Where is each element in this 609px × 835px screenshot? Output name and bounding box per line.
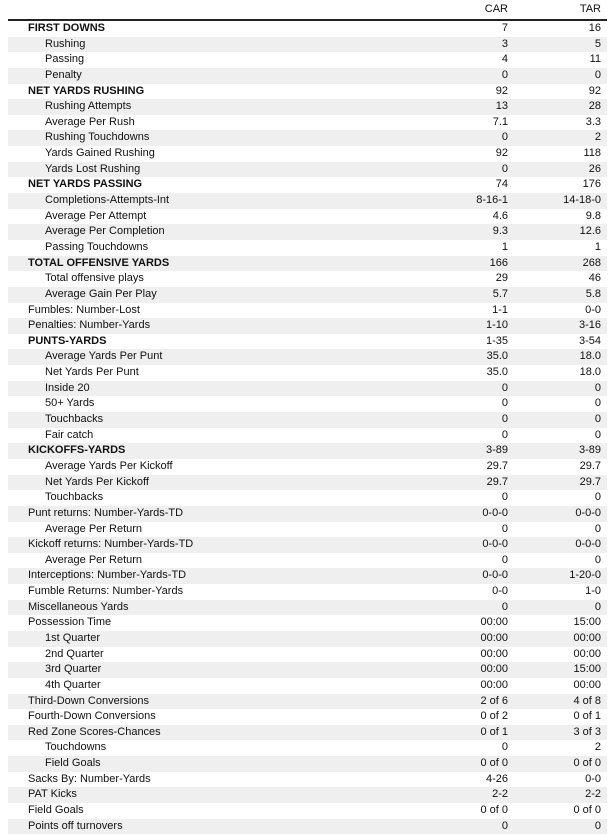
stat-label: Completions-Attempts-Int: [45, 194, 170, 207]
stat-value-car: 0: [501, 68, 508, 81]
stat-value-tar: 0 of 0: [573, 757, 601, 770]
stat-label: Average Per Rush: [45, 115, 135, 128]
table-header: [8, 0, 607, 21]
stat-value-car: 0: [501, 741, 508, 754]
stat-value-car: 3: [501, 37, 508, 50]
stat-value-tar: 118: [583, 147, 601, 160]
stat-value-car: 8-16-1: [476, 194, 508, 207]
column-header-car: CAR: [484, 3, 508, 15]
stat-value-tar: 11: [589, 53, 601, 66]
table-row: [8, 381, 607, 397]
table-row: [8, 193, 607, 209]
stat-value-tar: 3-16: [578, 319, 601, 332]
stat-value-tar: 4 of 8: [573, 694, 601, 707]
stat-value-tar: 268: [582, 256, 601, 269]
stat-value-car: 0-0: [492, 585, 508, 598]
stat-value-tar: 0: [594, 68, 601, 81]
table-row: [8, 396, 607, 412]
table-row: [8, 678, 607, 694]
stat-value-tar: 15:00: [573, 663, 601, 676]
stat-label: PUNTS-YARDS: [28, 334, 107, 347]
table-row: [8, 84, 607, 100]
stat-value-tar: 12.6: [579, 225, 601, 238]
table-row: [8, 553, 607, 569]
table-row: [8, 224, 607, 240]
stat-value-car: 0: [501, 600, 508, 613]
stat-value-tar: 26: [588, 162, 601, 175]
stat-value-tar: 5: [594, 37, 601, 50]
stat-value-tar: 0: [594, 491, 601, 504]
stat-value-tar: 00:00: [573, 647, 601, 660]
stat-value-car: 0: [501, 491, 508, 504]
stat-value-tar: 1: [594, 240, 601, 253]
column-header-tar: TAR: [579, 3, 601, 15]
stat-value-tar: 1-0: [585, 585, 601, 598]
table-row: [8, 725, 607, 741]
stat-label: PAT Kicks: [28, 788, 77, 801]
stat-label: 4th Quarter: [45, 678, 101, 691]
stat-value-car: 166: [489, 256, 508, 269]
stat-label: 50+ Yards: [45, 397, 95, 410]
stat-value-car: 1-1: [492, 303, 508, 316]
stat-label: Average Yards Per Punt: [45, 350, 163, 363]
stat-value-tar: 15:00: [573, 616, 601, 629]
stat-label: Rushing: [45, 37, 86, 50]
table-row: [8, 240, 607, 256]
stat-value-tar: 0 of 0: [573, 804, 601, 817]
stat-value-car: 35.0: [486, 366, 508, 379]
stat-label: Rushing Touchdowns: [45, 131, 150, 144]
stat-label: Penalty: [45, 68, 82, 81]
stat-label: Total offensive plays: [45, 272, 144, 285]
stat-value-tar: 0: [594, 600, 601, 613]
table-row: [8, 318, 607, 334]
stat-label: Touchbacks: [45, 413, 104, 426]
stat-value-car: 9.3: [492, 225, 508, 238]
table-row: [8, 162, 607, 178]
stat-value-car: 1-10: [485, 319, 508, 332]
table-row: [8, 443, 607, 459]
stat-value-car: 00:00: [480, 647, 508, 660]
stat-value-tar: 29.7: [579, 475, 601, 488]
stat-label: Field Goals: [45, 757, 101, 770]
stat-value-car: 0-0-0: [482, 569, 508, 582]
table-row: [8, 756, 607, 772]
stat-label: Net Yards Per Kickoff: [45, 475, 149, 488]
stat-label: Rushing Attempts: [45, 100, 132, 113]
stat-value-tar: 0-0-0: [575, 506, 601, 519]
stat-value-car: 0-0-0: [482, 538, 508, 551]
stat-label: Average Per Return: [45, 522, 143, 535]
table-row: [8, 459, 607, 475]
stat-value-tar: 3.3: [585, 115, 601, 128]
stat-value-tar: 5.8: [585, 287, 601, 300]
table-row: [8, 522, 607, 538]
stat-value-car: 00:00: [480, 616, 508, 629]
stat-label: Red Zone Scores-Chances: [28, 725, 161, 738]
table-row: [8, 21, 607, 37]
stat-label: NET YARDS PASSING: [28, 178, 143, 191]
stat-value-car: 74: [495, 178, 508, 191]
stat-value-car: 1: [501, 240, 508, 253]
stat-value-tar: 18.0: [579, 366, 601, 379]
stat-value-car: 13: [495, 100, 508, 113]
table-row: [8, 506, 607, 522]
stat-value-car: 29.7: [486, 475, 508, 488]
table-row: [8, 287, 607, 303]
stat-label: Possession Time: [28, 616, 112, 629]
stat-value-car: 7.1: [492, 115, 508, 128]
table-row: [8, 772, 607, 788]
stat-value-car: 0: [501, 131, 508, 144]
stat-label: Punt returns: Number-Yards-TD: [28, 506, 184, 519]
stat-value-tar: 2: [594, 131, 601, 144]
stat-label: Interceptions: Number-Yards-TD: [28, 569, 187, 582]
stat-value-tar: 16: [588, 22, 601, 34]
table-row: [8, 537, 607, 553]
stat-value-tar: 14-18-0: [563, 194, 601, 207]
stat-value-car: 2 of 6: [480, 694, 508, 707]
stat-value-car: 5.7: [492, 287, 508, 300]
table-row: [8, 177, 607, 193]
table-row: [8, 740, 607, 756]
stat-value-car: 4-26: [485, 772, 508, 785]
stat-label: Touchbacks: [45, 491, 104, 504]
table-row: [8, 52, 607, 68]
stat-label: Average Yards Per Kickoff: [45, 459, 173, 472]
stat-value-tar: 46: [588, 272, 601, 285]
stat-label: Yards Lost Rushing: [45, 162, 141, 175]
table-row: [8, 819, 607, 835]
stat-value-tar: 0: [594, 522, 601, 535]
stat-value-car: 00:00: [480, 678, 508, 691]
stat-value-car: 0: [501, 428, 508, 441]
stat-label: Fair catch: [45, 428, 94, 441]
stat-value-car: 0: [501, 522, 508, 535]
table-row: [8, 428, 607, 444]
stat-label: TOTAL OFFENSIVE YARDS: [28, 256, 170, 269]
stat-label: Penalties: Number-Yards: [28, 319, 151, 332]
table-row: [8, 662, 607, 678]
stat-value-tar: 92: [588, 84, 601, 97]
table-row: [8, 349, 607, 365]
stat-label: Average Per Completion: [45, 225, 165, 238]
table-row: [8, 709, 607, 725]
stat-label: Touchdowns: [45, 741, 107, 754]
stat-value-tar: 0: [594, 381, 601, 394]
stat-value-tar: 0: [594, 819, 601, 832]
table-row: [8, 631, 607, 647]
table-row: [8, 256, 607, 272]
table-row: [8, 490, 607, 506]
table-row: [8, 99, 607, 115]
stat-value-tar: 29.7: [579, 459, 601, 472]
stat-value-car: 3-89: [485, 444, 508, 457]
table-row: [8, 475, 607, 491]
stat-value-car: 92: [495, 84, 508, 97]
stat-value-car: 7: [501, 22, 508, 34]
stat-label: Sacks By: Number-Yards: [28, 772, 151, 785]
stat-value-car: 35.0: [486, 350, 508, 363]
team-stats-table: [8, 0, 607, 834]
table-row: [8, 37, 607, 53]
table-row: [8, 803, 607, 819]
table-body: [8, 21, 607, 834]
stat-label: FIRST DOWNS: [28, 22, 105, 34]
stat-value-car: 0: [501, 413, 508, 426]
table-row: [8, 146, 607, 162]
stat-value-tar: 0-0-0: [575, 538, 601, 551]
stat-value-tar: 0 of 1: [573, 710, 601, 723]
table-row: [8, 615, 607, 631]
stat-label: Net Yards Per Punt: [45, 366, 139, 379]
stat-label: Average Per Return: [45, 553, 143, 566]
stat-value-car: 0 of 0: [480, 757, 508, 770]
stat-value-car: 0: [501, 397, 508, 410]
stat-value-car: 1-35: [485, 334, 508, 347]
table-row: [8, 600, 607, 616]
stat-label: Miscellaneous Yards: [28, 600, 129, 613]
stat-label: 2nd Quarter: [45, 647, 104, 660]
stat-label: Points off turnovers: [28, 819, 123, 832]
stat-value-car: 0: [501, 381, 508, 394]
table-row: [8, 365, 607, 381]
stat-label: Passing: [45, 53, 85, 66]
stat-value-car: 0: [501, 819, 508, 832]
stat-value-car: 0: [501, 553, 508, 566]
stat-value-car: 92: [495, 147, 508, 160]
stat-value-car: 4: [501, 53, 508, 66]
stat-label: Average Gain Per Play: [45, 287, 157, 300]
stat-label: Fourth-Down Conversions: [28, 710, 156, 723]
stat-value-tar: 3-89: [578, 444, 601, 457]
table-row: [8, 787, 607, 803]
stat-value-tar: 176: [582, 178, 601, 191]
table-row: [8, 584, 607, 600]
table-row: [8, 209, 607, 225]
stat-value-car: 0-0-0: [482, 506, 508, 519]
stat-label: Third-Down Conversions: [28, 694, 150, 707]
stat-value-car: 4.6: [492, 209, 508, 222]
table-row: [8, 68, 607, 84]
stat-value-car: 00:00: [480, 631, 508, 644]
stat-value-car: 29.7: [486, 459, 508, 472]
stat-value-tar: 0-0: [585, 303, 601, 316]
stat-value-car: 00:00: [480, 663, 508, 676]
stat-label: Inside 20: [45, 381, 90, 394]
stat-label: Field Goals: [28, 804, 84, 817]
stat-label: Fumble Returns: Number-Yards: [28, 585, 184, 598]
stat-value-tar: 0: [594, 413, 601, 426]
stat-value-tar: 3-54: [578, 334, 601, 347]
table-row: [8, 412, 607, 428]
stat-value-car: 0 of 0: [480, 804, 508, 817]
stat-label: 1st Quarter: [45, 631, 101, 644]
table-row: [8, 115, 607, 131]
stat-value-tar: 2: [594, 741, 601, 754]
stat-value-tar: 0: [594, 553, 601, 566]
stat-value-tar: 18.0: [579, 350, 601, 363]
table-row: [8, 130, 607, 146]
table-row: [8, 694, 607, 710]
stat-label: Kickoff returns: Number-Yards-TD: [28, 538, 194, 551]
stat-value-tar: 0: [594, 428, 601, 441]
stat-label: KICKOFFS-YARDS: [28, 444, 126, 457]
stat-value-tar: 00:00: [573, 631, 601, 644]
stat-value-car: 29: [495, 272, 508, 285]
stat-label: 3rd Quarter: [45, 663, 102, 676]
stat-label: Fumbles: Number-Lost: [28, 303, 140, 316]
stat-label: Passing Touchdowns: [45, 240, 149, 253]
stat-value-car: 0 of 2: [480, 710, 508, 723]
table-row: [8, 271, 607, 287]
stat-value-tar: 1-20-0: [569, 569, 601, 582]
stat-value-tar: 0: [594, 397, 601, 410]
stat-value-car: 2-2: [492, 788, 508, 801]
stat-value-tar: 0-0: [585, 772, 601, 785]
table-row: [8, 647, 607, 663]
stat-value-tar: 3 of 3: [573, 725, 601, 738]
stat-label: NET YARDS RUSHING: [28, 84, 145, 97]
stat-value-tar: 2-2: [585, 788, 601, 801]
stat-value-car: 0: [501, 162, 508, 175]
stat-label: Yards Gained Rushing: [45, 147, 155, 160]
stat-label: Average Per Attempt: [45, 209, 147, 222]
stat-value-tar: 9.8: [585, 209, 601, 222]
table-row: [8, 334, 607, 350]
table-row: [8, 303, 607, 319]
stat-value-car: 0 of 1: [480, 725, 508, 738]
table-row: [8, 568, 607, 584]
stat-value-tar: 00:00: [573, 678, 601, 691]
stat-value-tar: 28: [588, 100, 601, 113]
